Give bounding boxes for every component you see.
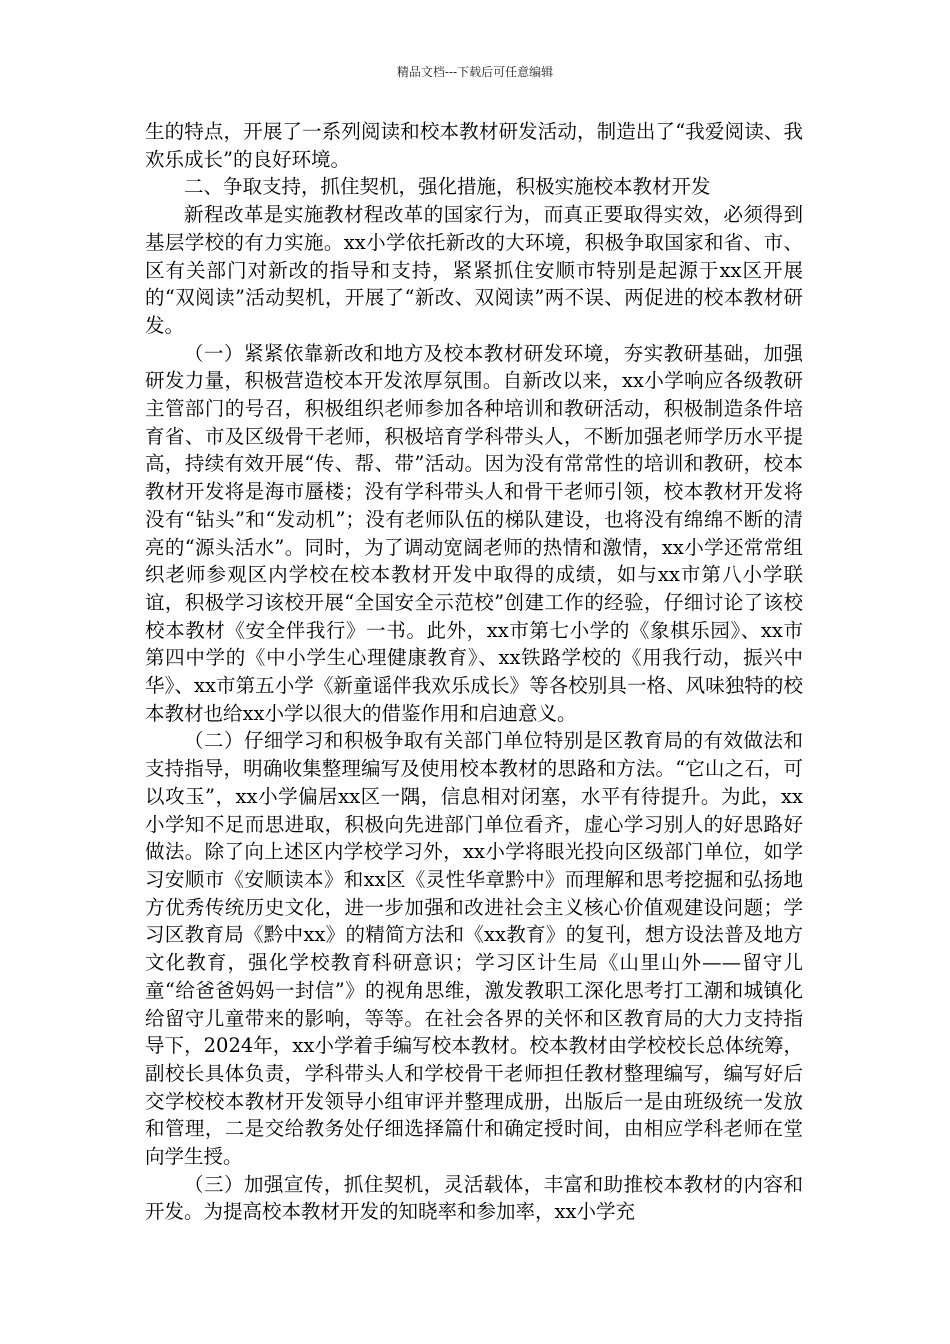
subsection-paragraph-2: （二）仔细学习和积极争取有关部门单位特别是区教育局的有效做法和支持指导，明确收集整理编写及使用校本教材的思路和方法。“它山之石，可以攻玉”，xx小学偏居xx区一隅，信息相对闭塞，水平有待提升。为此，xx小学知不足而思进取，积极向先进部门单位看齐，虚心学习别人的好思路好做法。除了向上述区内学校学习外，xx小学将眼光投向区级部门单位，如学习安顺市《安顺读本》和xx区《灵性华章黔中》而理解和思考挖掘和弘扬地方优秀传统历史文化，进一步加强和改进社会主义核心价值观建设问题；学习区教育局《黔中xx》的精简方法和《xx教育》的复刊，想方设法普及地方文化教育，强化学校教育科研意识；学习区计生局《山里山外——留守儿童“给爸爸妈妈一封信”》的视角思维，激发教职工深化思考打工潮和城镇化给留守儿童带来的影响，等等。在社会各界的关怀和区教育局的大力支持指导下，2024年，xx小学着手编写校本教材。校本教材由学校校长总体统筹，副校长具体负责，学科带头人和学校骨干老师担任教材整理编写，编写好后交学校校本教材开发领导小组审评并整理成册，出版后一是由班级统一发放和管理，二是交给教务处仔细选择篇什和确定授时间，由相应学科老师在堂向学生授。	[145, 729, 803, 1169]
subsection-paragraph-1: （一）紧紧依靠新改和地方及校本教材研发环境，夯实教研基础，加强研发力量，积极营造校本开发浓厚氛围。自新改以来，xx小学响应各级教研主管部门的号召，积极组织老师参加各种培训和教研活动，积极制造条件培育省、市及区级骨干老师，积极培育学科带头人，不断加强老师学历水平提高，持续有效开展“传、帮、带”活动。因为没有常常性的培训和教研，校本教材开发将是海市蜃楼；没有学科带头人和骨干老师引领，校本教材开发将没有“钻头”和“发动机”；没有老师队伍的梯队建设，也将没有绵绵不断的清亮的“源头活水”。同时，为了调动宽阔老师的热情和激情，xx小学还常常组织老师参观区内学校在校本教材开发中取得的成绩，如与xx市第八小学联谊，积极学习该校开展“全国安全示范校”创建工作的经验，仔细讨论了该校校本教材《安全伴我行》一书。此外，xx市第七小学的《象棋乐园》、xx市第四中学的《中小学生心理健康教育》、xx铁路学校的《用我行动，振兴中华》、xx市第五小学《新童谣伴我欢乐成长》等各校别具一格、风味独特的校本教材也给xx小学以很大的借鉴作用和启迪意义。	[145, 341, 803, 725]
page-header: 精品文档---下载后可任意编辑	[396, 65, 554, 79]
section-heading: 二、争取支持，抓住契机，强化措施，积极实施校本教材开发	[184, 175, 711, 199]
paragraph-continuation: 生的特点，开展了一系列阅读和校本教材研发活动，制造出了“我爱阅读、我欢乐成长”的良好环境。	[145, 120, 803, 171]
subsection-paragraph-3: （三）加强宣传，抓住契机，灵活载体，丰富和助推校本教材的内容和开发。为提高校本教材开发的知晓率和参加率，xx小学充	[145, 1172, 803, 1224]
document-body	[145, 118, 803, 1226]
paragraph: 新程改革是实施教材程改革的国家行为，而真正要取得实效，必须得到基层学校的有力实施。xx小学依托新改的大环境，积极争取国家和省、市、区有关部门对新改的指导和支持，紧紧抓住安顺市特别是起源于xx区开展的“双阅读”活动契机，开展了“新改、双阅读”两不误、两促进的校本教材研发。	[145, 203, 803, 337]
